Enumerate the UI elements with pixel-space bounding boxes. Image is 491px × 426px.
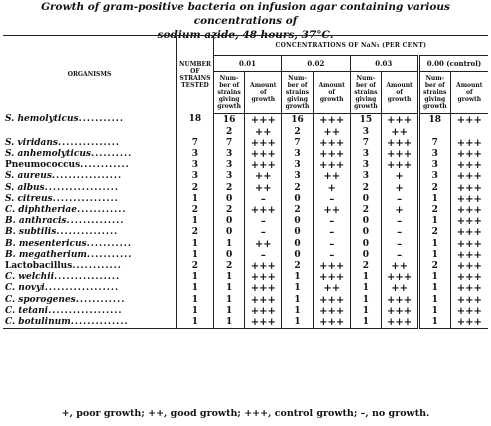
strains-growing-0-01: 1: [213, 317, 245, 329]
organism-name-cell: [3, 194, 177, 205]
table-row: [3, 160, 488, 171]
strains-growing-0-02: 0: [282, 250, 314, 261]
amount-growth-0-01: ++: [245, 127, 282, 138]
strains-growing-control: 1: [418, 239, 450, 250]
amount-growth-control: +++: [456, 148, 482, 160]
amount-growth-control: +++: [456, 182, 482, 194]
leader-dots: ...........: [86, 238, 133, 249]
strains-growing-0-02: 16: [282, 114, 314, 127]
growth-table: [3, 35, 488, 329]
leader-dots: ...........: [78, 114, 125, 125]
table-row: [3, 127, 488, 138]
table-row: [3, 227, 488, 238]
table-row: [3, 149, 488, 160]
organism-name: C. diphtheriae: [5, 204, 77, 215]
strains-tested-cell: 7: [177, 138, 214, 149]
strains-growing-control: 7: [418, 138, 450, 149]
leader-dots: .................: [51, 171, 123, 182]
organism-name: S. viridans: [5, 137, 58, 148]
caption-line-1: Growth of gram-positive bacteria on infusion agar containing various concentrations of: [41, 1, 450, 27]
leader-dots: ............: [75, 294, 126, 305]
table-row: [3, 171, 488, 182]
organism-name: C. tetani: [5, 305, 49, 316]
strains-tested-cell: 18: [177, 114, 214, 127]
organism-name: B. mesentericus: [5, 238, 87, 249]
amount-growth-control: +++: [456, 238, 482, 250]
strains-tested-cell: 1: [177, 239, 214, 250]
amount-growth-0-03: +++: [387, 294, 413, 306]
amount-growth-0-03: +++: [387, 272, 413, 284]
organism-name: B. subtilis: [5, 227, 57, 238]
strains-growing-0-03: 0: [350, 194, 382, 205]
caption-line-2: sodium azide, 48 hours, 37°C.: [157, 29, 334, 41]
table-row: [3, 194, 488, 205]
strains-growing-0-02: 1: [282, 272, 314, 283]
organism-name-cell: [3, 149, 177, 160]
table-row: [3, 114, 488, 127]
strains-growing-control: 1: [418, 283, 450, 294]
amount-growth-0-03: +++: [387, 148, 413, 160]
strains-growing-0-03: 2: [350, 261, 382, 272]
strains-growing-0-01: 2: [213, 183, 245, 194]
strains-growing-0-03: 3: [350, 171, 382, 182]
amount-growth-header-control: Amount of growth: [450, 72, 488, 114]
organism-name-cell: [3, 295, 177, 306]
amount-growth-0-03: ++: [391, 126, 408, 138]
organism-name: B. megatherium: [5, 249, 87, 260]
amount-growth-0-02: +++: [313, 114, 350, 127]
strains-tested-cell: 1: [177, 283, 214, 294]
strains-growing-0-02: 1: [282, 317, 314, 329]
amount-growth-control: +++: [456, 216, 482, 228]
table-row: [3, 306, 488, 317]
amount-growth-control: +++: [456, 160, 482, 172]
strains-growing-0-03: 0: [350, 239, 382, 250]
amount-growth-0-02: –: [313, 227, 350, 238]
amount-growth-control: +++: [456, 283, 482, 295]
organism-name: Lactobacillus: [5, 260, 73, 271]
amount-growth-0-02: +: [313, 183, 350, 194]
num-strains-header-3: Num- ber of strains giving growth: [350, 72, 382, 114]
strains-tested-cell: 1: [177, 216, 214, 227]
amount-growth-0-02: ++: [313, 205, 350, 216]
strains-growing-0-03: 0: [350, 250, 382, 261]
leader-dots: ..........: [90, 148, 133, 159]
table-row: [3, 295, 488, 306]
strains-growing-0-03: 3: [350, 149, 382, 160]
strains-tested-cell: 2: [177, 183, 214, 194]
amount-growth-control: +++: [456, 193, 482, 205]
amount-growth-0-01: +++: [245, 160, 282, 171]
strains-tested-cell: 3: [177, 149, 214, 160]
table-row: [3, 205, 488, 216]
amount-growth-0-03: +++: [387, 114, 413, 126]
amount-growth-0-01: +++: [245, 295, 282, 306]
strains-growing-0-03: 3: [350, 160, 382, 171]
amount-growth-0-02: –: [313, 239, 350, 250]
amount-growth-0-01: –: [245, 194, 282, 205]
strains-growing-0-02: 2: [282, 127, 314, 138]
organism-name-cell: [3, 239, 177, 250]
strains-tested-header: NUMBER OF STRAINS TESTED: [177, 36, 214, 114]
strains-growing-0-01: 0: [213, 194, 245, 205]
strains-growing-0-01: 1: [213, 306, 245, 317]
amount-growth-0-01: –: [245, 227, 282, 238]
strains-growing-0-01: 1: [213, 239, 245, 250]
strains-tested-cell: 1: [177, 194, 214, 205]
amount-growth-control: +++: [456, 204, 482, 216]
amount-growth-0-03: +++: [387, 305, 413, 317]
strains-growing-0-01: 16: [213, 114, 245, 127]
strains-growing-0-02: 0: [282, 239, 314, 250]
amount-growth-0-01: ++: [245, 171, 282, 182]
num-strains-header-control: Num- ber of strains giving growth: [418, 72, 450, 114]
table-row: [3, 250, 488, 261]
leader-dots: ................: [54, 272, 121, 283]
organism-name-cell: [3, 250, 177, 261]
amount-growth-control: +++: [456, 249, 482, 261]
amount-growth-header-3: Amount of growth: [382, 72, 419, 114]
amount-growth-0-03: ++: [391, 283, 408, 295]
amount-growth-0-01: ++: [245, 183, 282, 194]
organism-name-cell: [3, 127, 177, 138]
amount-growth-control: +++: [456, 260, 482, 272]
strains-tested-cell: 2: [177, 227, 214, 238]
amount-growth-control: +++: [456, 137, 482, 149]
strains-tested-cell: 1: [177, 295, 214, 306]
organism-name: S. anhemolyticus: [5, 148, 91, 159]
organism-name: S. albus: [5, 182, 45, 193]
strains-growing-0-03: 1: [350, 283, 382, 294]
organism-name-cell: [3, 183, 177, 194]
organism-name-cell: [3, 283, 177, 294]
strains-growing-control: 1: [418, 250, 450, 261]
strains-growing-0-02: 3: [282, 149, 314, 160]
leader-dots: ...........: [86, 249, 133, 260]
strains-tested-cell: 1: [177, 306, 214, 317]
strains-growing-control: 1: [418, 306, 450, 317]
amount-growth-0-03: –: [397, 238, 403, 250]
strains-growing-0-02: 0: [282, 227, 314, 238]
organism-name: S. aureus: [5, 171, 52, 182]
strains-growing-control: 2: [418, 183, 450, 194]
conc-header-control: 0.00 (control): [418, 56, 488, 72]
table-footnote: +, poor growth; ++, good growth; +++, control growth; –, no growth.: [61, 408, 430, 419]
amount-growth-0-02: +++: [313, 138, 350, 149]
amount-growth-0-03: +: [395, 204, 404, 216]
num-strains-header-1: Num- ber of strains giving growth: [213, 72, 245, 114]
strains-tested-cell: 3: [177, 171, 214, 182]
table-row: [3, 239, 488, 250]
organism-name-cell: [3, 138, 177, 149]
conc-header-0-03: 0.03: [350, 56, 418, 72]
amount-growth-0-03: ++: [391, 260, 408, 272]
strains-growing-0-01: 1: [213, 295, 245, 306]
amount-growth-0-02: +++: [313, 149, 350, 160]
leader-dots: ...............: [56, 227, 119, 238]
strains-growing-0-01: 0: [213, 227, 245, 238]
strains-growing-0-01: 2: [213, 127, 245, 138]
strains-growing-control: 1: [418, 317, 450, 329]
strains-growing-0-01: 3: [213, 171, 245, 182]
amount-growth-control: +++: [456, 294, 482, 306]
strains-growing-0-03: 1: [350, 306, 382, 317]
organism-name: Pneumococcus: [5, 160, 81, 171]
amount-growth-0-03: +: [395, 171, 404, 183]
organism-name-cell: [3, 114, 177, 127]
amount-growth-0-01: +++: [245, 261, 282, 272]
amount-growth-0-02: +++: [313, 317, 350, 329]
amount-growth-0-03: –: [397, 227, 403, 239]
amount-growth-0-02: +++: [313, 295, 350, 306]
organism-name-cell: [3, 272, 177, 283]
strains-growing-control: 2: [418, 261, 450, 272]
strains-tested-cell: 1: [177, 250, 214, 261]
amount-growth-0-01: +++: [245, 205, 282, 216]
strains-growing-0-02: 7: [282, 138, 314, 149]
strains-growing-0-01: 1: [213, 283, 245, 294]
strains-growing-0-03: 15: [350, 114, 382, 127]
strains-growing-0-02: 3: [282, 160, 314, 171]
amount-growth-0-01: +++: [245, 149, 282, 160]
strains-growing-control: [418, 127, 450, 138]
strains-growing-control: 1: [418, 272, 450, 283]
strains-tested-cell: 1: [177, 272, 214, 283]
organisms-header: ORGANISMS: [3, 36, 177, 114]
strains-tested-cell: 1: [177, 317, 214, 329]
strains-growing-0-03: 2: [350, 205, 382, 216]
strains-growing-0-01: 3: [213, 160, 245, 171]
amount-growth-0-02: –: [313, 250, 350, 261]
table-row: [3, 272, 488, 283]
organism-name: C. botulinum: [5, 316, 71, 327]
amount-growth-control: +++: [450, 317, 488, 329]
leader-dots: ............: [76, 204, 127, 215]
strains-growing-0-02: 0: [282, 194, 314, 205]
amount-growth-control: +++: [456, 272, 482, 284]
amount-growth-0-03: –: [397, 193, 403, 205]
strains-growing-0-03: 1: [350, 295, 382, 306]
amount-growth-control: +++: [456, 305, 482, 317]
leader-dots: ...............: [58, 137, 120, 148]
strains-growing-0-02: 1: [282, 295, 314, 306]
strains-growing-0-03: 2: [350, 183, 382, 194]
table-body: [3, 114, 488, 329]
leader-dots: ..............: [70, 316, 129, 327]
amount-growth-0-03: –: [397, 249, 403, 261]
table-row: [3, 183, 488, 194]
strains-growing-0-02: 1: [282, 306, 314, 317]
amount-growth-0-03: +: [395, 182, 404, 194]
organism-name: S. hemolyticus: [5, 114, 79, 125]
leader-dots: ..................: [44, 283, 120, 294]
conc-header-0-02: 0.02: [282, 56, 350, 72]
organism-name-cell: [3, 171, 177, 182]
amount-growth-control: [450, 127, 488, 138]
strains-growing-control: 1: [418, 216, 450, 227]
amount-growth-0-03: +++: [382, 317, 419, 329]
organism-name: C. welchii: [5, 272, 55, 283]
strains-growing-0-01: 1: [213, 272, 245, 283]
amount-growth-0-01: –: [245, 216, 282, 227]
strains-tested-cell: 2: [177, 205, 214, 216]
amount-growth-0-02: ++: [313, 127, 350, 138]
amount-growth-0-01: +++: [245, 138, 282, 149]
strains-growing-0-02: 2: [282, 261, 314, 272]
strains-growing-control: 3: [418, 149, 450, 160]
amount-growth-0-02: ++: [313, 283, 350, 294]
amount-growth-0-01: +++: [245, 272, 282, 283]
table-row: [3, 317, 488, 329]
strains-growing-0-02: 0: [282, 216, 314, 227]
strains-growing-0-02: 3: [282, 171, 314, 182]
strains-growing-0-03: 1: [350, 317, 382, 329]
strains-growing-0-01: 0: [213, 216, 245, 227]
leader-dots: ..................: [48, 305, 123, 316]
table-row: [3, 138, 488, 149]
amount-growth-0-02: +++: [313, 160, 350, 171]
organism-name-cell: [3, 216, 177, 227]
organism-name-cell: [3, 261, 177, 272]
strains-growing-control: 1: [418, 295, 450, 306]
strains-growing-0-01: 3: [213, 149, 245, 160]
strains-growing-control: 1: [418, 194, 450, 205]
strains-growing-control: 2: [418, 227, 450, 238]
strains-growing-0-02: 2: [282, 205, 314, 216]
strains-growing-0-03: 0: [350, 216, 382, 227]
table-row: [3, 261, 488, 272]
strains-growing-control: 3: [418, 160, 450, 171]
amount-growth-0-02: +++: [313, 261, 350, 272]
amount-growth-0-01: +++: [245, 114, 282, 127]
leader-dots: ..............: [66, 216, 125, 227]
organism-name-cell: [3, 317, 177, 329]
organism-name-cell: [3, 205, 177, 216]
amount-growth-0-02: –: [313, 194, 350, 205]
leader-dots: ............: [72, 260, 122, 271]
amount-growth-0-02: +++: [313, 272, 350, 283]
strains-growing-0-01: 7: [213, 138, 245, 149]
leader-dots: ............: [80, 160, 130, 171]
amount-growth-0-01: +++: [245, 306, 282, 317]
strains-growing-0-03: 1: [350, 272, 382, 283]
amount-growth-0-01: +++: [245, 317, 282, 329]
amount-growth-0-03: +++: [387, 137, 413, 149]
conc-header-0-01: 0.01: [213, 56, 281, 72]
leader-dots: ..................: [44, 182, 120, 193]
organism-name: C. sporogenes: [5, 294, 76, 305]
amount-growth-0-01: –: [245, 250, 282, 261]
amount-growth-control: +++: [456, 227, 482, 239]
amount-growth-header-2: Amount of growth: [313, 72, 350, 114]
organism-name: C. novyi: [5, 283, 45, 294]
strains-growing-control: 3: [418, 171, 450, 182]
strains-growing-0-01: 2: [213, 261, 245, 272]
strains-growing-0-01: 2: [213, 205, 245, 216]
amount-growth-0-01: ++: [245, 239, 282, 250]
amount-growth-0-02: –: [313, 216, 350, 227]
strains-growing-0-03: 7: [350, 138, 382, 149]
strains-growing-0-03: 3: [350, 127, 382, 138]
amount-growth-0-02: ++: [313, 171, 350, 182]
strains-growing-0-01: 0: [213, 250, 245, 261]
amount-growth-0-01: +++: [245, 283, 282, 294]
strains-growing-0-03: 0: [350, 227, 382, 238]
amount-growth-0-03: +++: [387, 160, 413, 172]
organism-name-cell: [3, 306, 177, 317]
strains-growing-0-02: 1: [282, 283, 314, 294]
concentrations-header: CONCENTRATIONS OF NaN₃ (PER CENT): [213, 36, 488, 56]
table-row: [3, 216, 488, 227]
amount-growth-header-1: Amount of growth: [245, 72, 282, 114]
num-strains-header-2: Num- ber of strains giving growth: [282, 72, 314, 114]
organism-name-cell: [3, 160, 177, 171]
strains-growing-control: 18: [418, 114, 450, 127]
strains-tested-cell: 3: [177, 160, 214, 171]
leader-dots: ................: [52, 193, 119, 204]
strains-tested-cell: [177, 127, 214, 138]
amount-growth-control: +++: [456, 114, 482, 126]
amount-growth-0-03: –: [397, 216, 403, 228]
organism-name: B. anthracis: [5, 216, 67, 227]
strains-growing-control: 2: [418, 205, 450, 216]
strains-tested-cell: 2: [177, 261, 214, 272]
organism-name: S. citreus: [5, 193, 53, 204]
table-row: [3, 283, 488, 294]
organism-name-cell: [3, 227, 177, 238]
strains-growing-0-02: 2: [282, 183, 314, 194]
amount-growth-control: +++: [456, 171, 482, 183]
amount-growth-0-02: +++: [313, 306, 350, 317]
